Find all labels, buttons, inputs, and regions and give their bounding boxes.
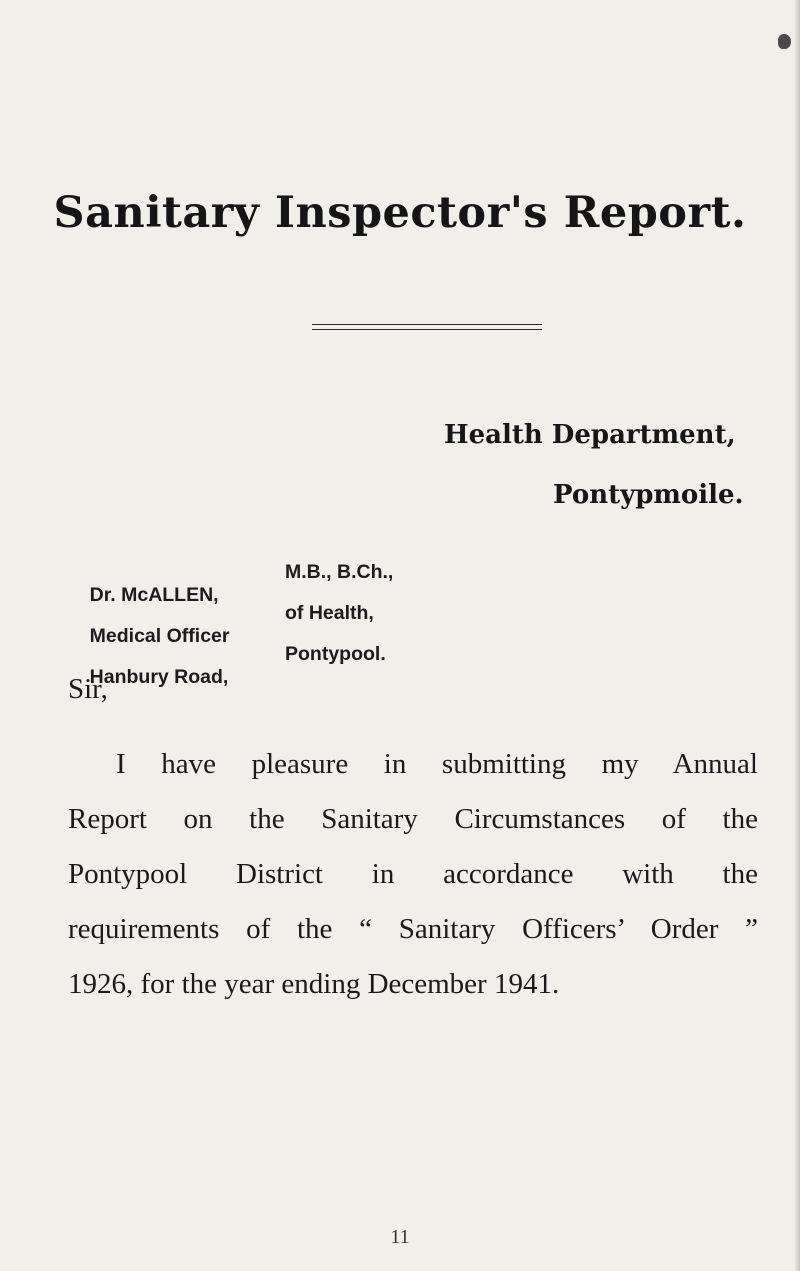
report-title: Sanitary Inspector's Report.: [53, 188, 747, 238]
department-line-1: Health Department,: [444, 420, 736, 450]
body-paragraph: [68, 737, 758, 1012]
addressee-role-cont: of Health,: [285, 602, 374, 624]
department-line-2: Pontypmoile.: [553, 480, 744, 510]
body-line: requirements of the “ Sanitary Officers’ Order ”: [68, 913, 758, 945]
salutation: Sir,: [68, 673, 108, 705]
addressee-street: Hanbury Road,: [89, 666, 229, 688]
addressee-role: Medical Officer: [89, 625, 230, 647]
page-number: 11: [390, 1226, 410, 1248]
body-line: Report on the Sanitary Circumstances of the: [68, 803, 758, 835]
body-line: Pontypool District in accordance with the: [68, 858, 758, 890]
addressee-name: Dr. McALLEN,: [89, 584, 219, 606]
title-rule-top: [312, 324, 542, 325]
body-line: I have pleasure in submitting my Annual: [116, 748, 758, 780]
body-line: 1926, for the year ending December 1941.: [68, 968, 560, 1000]
title-rule-bottom: [312, 329, 542, 330]
addressee-town: Pontypool.: [285, 643, 386, 665]
addressee-qualifications: M.B., B.Ch.,: [285, 561, 394, 583]
ink-blot-mark: [778, 34, 791, 49]
